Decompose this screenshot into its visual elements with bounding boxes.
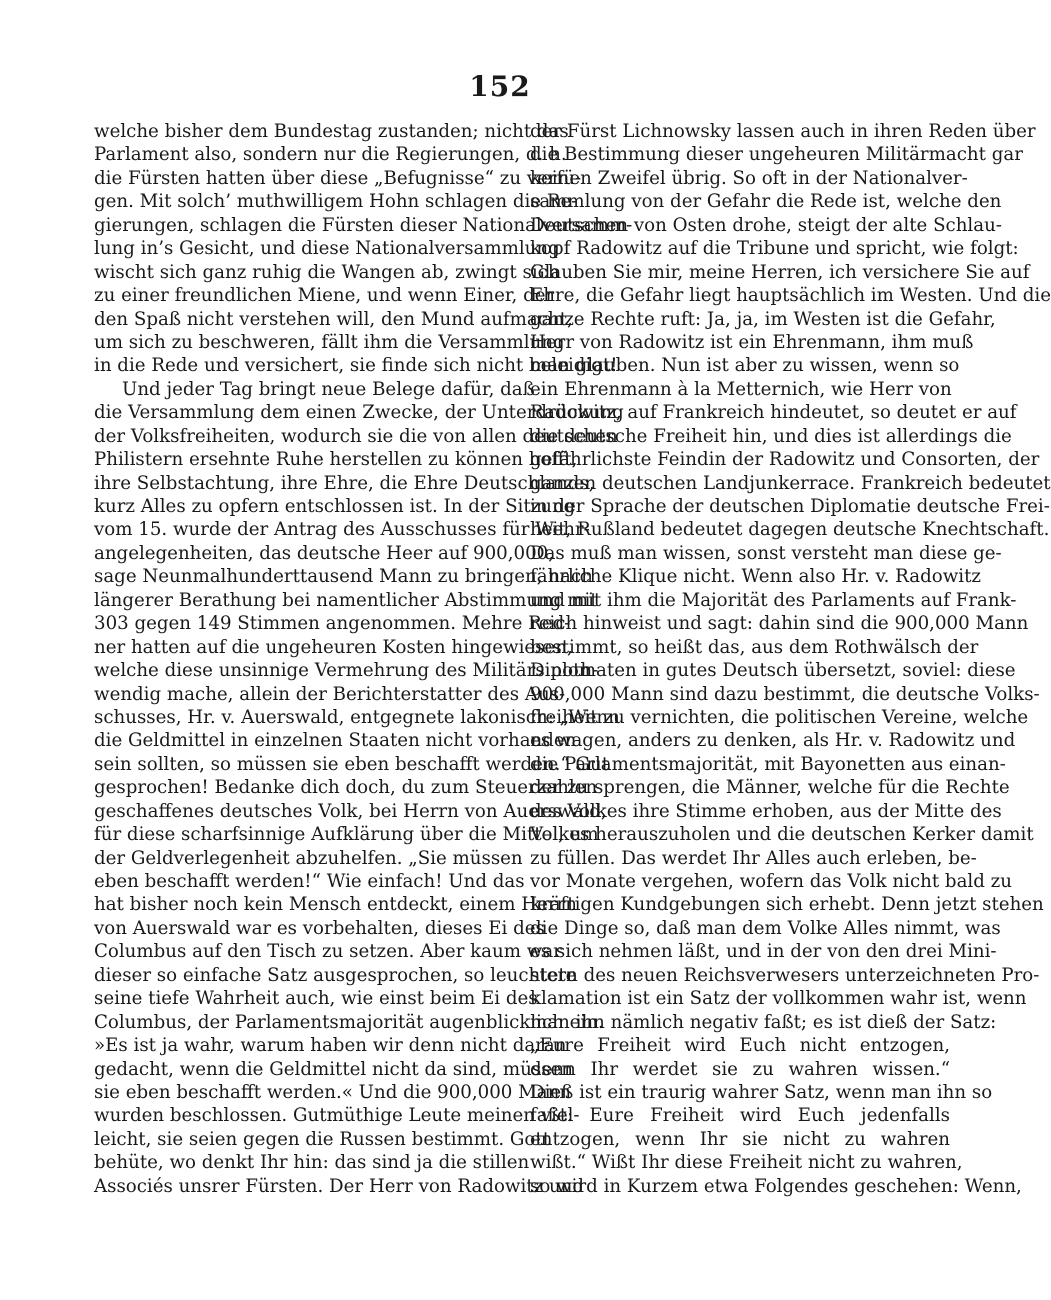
text-line: Associés unsrer Fürsten. Der Herr von Radowitz und (94, 1175, 585, 1197)
text-line: Und jeder Tag bringt neue Belege dafür, daß (122, 378, 535, 400)
text-line: zu einer freundlichen Miene, und wenn Einer, der (94, 285, 555, 307)
text-line: in die Rede und versichert, sie finde sich nicht beleidigt! (94, 355, 618, 377)
text-line: sie eben beschafft werden.« Und die 900,000 Mann (94, 1081, 572, 1103)
text-line: der Fürst Lichnowsky lassen auch in ihren Reden über (530, 121, 1036, 142)
text-line: Parlament also, sondern nur die Regierungen, d. h. (94, 144, 567, 166)
text-line: es wagen, anders zu denken, als Hr. v. Radowitz und (530, 730, 1016, 752)
text-line: freiheit zu vernichten, die politischen Vereine, welche (530, 706, 1029, 728)
text-line: entzogen, wenn Ihr sie nicht zu wahren (530, 1128, 950, 1150)
text-line: Columbus, der Parlamentsmajorität augenblicklich ein. (94, 1011, 604, 1033)
text-line: Ehre, die Gefahr liegt hauptsächlich im Westen. Und die (530, 285, 1051, 307)
text-line: der Volksfreiheiten, wodurch sie die von allen deutschen (94, 425, 618, 447)
text-line: ihre Selbstachtung, ihre Ehre, die Ehre Deutschlands, (94, 472, 595, 494)
page-number: 152 (469, 70, 531, 103)
text-line: kurz Alles zu opfern entschlossen ist. In der Sitzung (94, 496, 576, 517)
text-line: wendig mache, allein der Berichterstatter des Aus- (94, 683, 566, 705)
text-line: wischt sich ganz ruhig die Wangen ab, zwingt sich (94, 261, 560, 283)
text-line: kopf Radowitz auf die Tribune und spricht, wie folgt: (530, 238, 1019, 260)
text-line: so wird in Kurzem etwa Folgendes geschehen: Wenn, (530, 1175, 1022, 1197)
text-line: Das muß man wissen, sonst versteht man diese ge- (530, 542, 1002, 564)
text-line: keinen Zweifel übrig. So oft in der Nationalver- (530, 167, 968, 189)
text-line: ganzen deutschen Landjunkerrace. Frankreich bedeutet (530, 472, 1051, 494)
text-line: die Bestimmung dieser ungeheuren Militärmacht gar (530, 144, 1023, 166)
text-line: faßt: Eure Freiheit wird Euch jedenfalls (530, 1105, 950, 1127)
right-column (530, 120, 1051, 1198)
text-line: vor Monate vergehen, wofern das Volk nicht bald zu (530, 871, 1012, 892)
text-line: es sich nehmen läßt, und in der von den drei Mini- (530, 941, 997, 963)
text-line: den Spaß nicht verstehen will, den Mund aufmacht, (94, 308, 573, 330)
text-line: sammlung von der Gefahr die Rede ist, welche den (530, 191, 1002, 213)
text-line: der zu sprengen, die Männer, welche für die Rechte (530, 777, 1010, 799)
text-line: für diese scharfsinnige Aufklärung über die Mittel, um (94, 824, 599, 846)
text-line: die Parlamentsmajorität, mit Bayonetten aus einan- (530, 753, 1006, 775)
text-line: ner hatten auf die ungeheuren Kosten hingewiesen, (94, 636, 573, 658)
text-line: welche bisher dem Bundestag zustanden; nicht das (94, 121, 569, 142)
text-line: die Fürsten hatten über diese „Befugnisse“ zu verfü- (94, 167, 582, 189)
text-line: stern des neuen Reichsverwesers unterzeichneten Pro- (530, 964, 1040, 986)
text-line: welche diese unsinnige Vermehrung des Militärs noth- (94, 660, 599, 682)
text-line: der Geldverlegenheit abzuhelfen. „Sie müssen (94, 847, 523, 869)
text-line: bestimmt, so heißt das, aus dem Rothwälsch der (530, 636, 979, 658)
text-line: 303 gegen 149 Stimmen angenommen. Mehre Red- (94, 613, 571, 635)
text-line: schusses, Hr. v. Auerswald, entgegnete lakonisch: „Wenn (94, 706, 620, 728)
text-line: fährliche Klique nicht. Wenn also Hr. v. Radowitz (530, 566, 982, 588)
text-line: wurden beschlossen. Gutmüthige Leute meinen viel- (94, 1105, 580, 1127)
text-line: reich hinweist und sagt: dahin sind die 900,000 Mann (530, 613, 1029, 635)
text-line: angelegenheiten, das deutsche Heer auf 900,000, (94, 542, 555, 564)
text-line: Deutschen von Osten drohe, steigt der alte Schlau- (530, 214, 1002, 236)
text-line: gierungen, schlagen die Fürsten dieser Nationalversamm- (94, 214, 633, 236)
text-line: Herr von Radowitz ist ein Ehrenmann, ihm muß (530, 331, 974, 353)
text-line: die deutsche Freiheit hin, und dies ist allerdings die (530, 425, 1012, 447)
text-line: man glauben. Nun ist aber zu wissen, wenn so (530, 355, 960, 377)
text-line: leicht, sie seien gegen die Russen bestimmt. Gott (94, 1128, 551, 1150)
text-line: gen. Mit solch’ muthwilligem Hohn schlagen die Re- (94, 191, 578, 213)
text-line: heit, Rußland bedeutet dagegen deutsche Knechtschaft. (530, 519, 1050, 541)
text-line: und mit ihm die Majorität des Parlaments auf Frank- (530, 589, 1017, 611)
text-line: behüte, wo denkt Ihr hin: das sind ja die stillen (94, 1152, 530, 1174)
text-line: von Auerswald war es vorbehalten, dieses Ei des (94, 917, 545, 939)
text-line: seine tiefe Wahrheit auch, wie einst beim Ei des (94, 988, 538, 1010)
text-line: dieser so einfache Satz ausgesprochen, so leuchtete (94, 964, 577, 986)
text-line: kräftigen Kundgebungen sich erhebt. Denn jetzt stehen (530, 894, 1044, 916)
text-line: ganze Rechte ruft: Ja, ja, im Westen ist die Gefahr, (530, 308, 996, 330)
text-line: ein Ehrenmann à la Metternich, wie Herr von (530, 378, 952, 400)
text-line: des Volkes ihre Stimme erhoben, aus der Mitte des (530, 800, 1002, 822)
text-line: lung in’s Gesicht, und diese Nationalversammlung (94, 238, 560, 260)
text-line: die Versammlung dem einen Zwecke, der Unterdrückung (94, 402, 624, 424)
text-line: längerer Berathung bei namentlicher Abstimmung mit (94, 589, 598, 611)
text-line: sage Neunmalhunderttausend Mann zu bringen, nach (94, 566, 593, 588)
text-line: Philistern ersehnte Ruhe herstellen zu können hofft, (94, 449, 578, 471)
text-line: hat bisher noch kein Mensch entdeckt, einem Herrn (94, 894, 578, 916)
text-line: gedacht, wenn die Geldmittel nicht da sind, müssen (94, 1058, 573, 1080)
text-line: denn Ihr werdet sie zu wahren wissen.“ (530, 1058, 950, 1080)
text-line: geschaffenes deutsches Volk, bei Herrn von Auerswald, (94, 800, 607, 822)
text-line: Glauben Sie mir, meine Herren, ich versichere Sie auf (530, 261, 1030, 283)
text-line: gefährlichste Feindin der Radowitz und Consorten, der (530, 449, 1040, 471)
text-line: zu füllen. Das werdet Ihr Alles auch erleben, be- (530, 847, 977, 869)
text-line: gesprochen! Bedanke dich doch, du zum Steuerzahlen (94, 777, 598, 799)
text-line: Columbus auf den Tisch zu setzen. Aber kaum war (94, 941, 562, 963)
text-line: Volkes herauszuholen und die deutschen Kerker damit (530, 824, 1034, 846)
text-line: „Eure Freiheit wird Euch nicht entzogen, (530, 1035, 950, 1057)
text-line: Radowitz, auf Frankreich hindeutet, so deutet er auf (530, 402, 1017, 424)
text-line: Diplomaten in gutes Deutsch übersetzt, soviel: diese (530, 660, 1016, 682)
text-line: in der Sprache der deutschen Diplomatie deutsche Frei- (530, 496, 1050, 517)
text-line: die Dinge so, daß man dem Volke Alles nimmt, was (530, 917, 1001, 939)
text-line: eben beschafft werden!“ Wie einfach! Und das (94, 871, 525, 892)
text-line: »Es ist ja wahr, warum haben wir denn nicht daran (94, 1035, 567, 1057)
text-line: sein sollten, so müssen sie eben beschafft werden.“ Gut (94, 753, 610, 775)
text-line: vom 15. wurde der Antrag des Ausschusses für Wehr- (94, 519, 590, 541)
text-line: Dieß ist ein traurig wahrer Satz, wenn man ihn so (530, 1081, 993, 1103)
text-line: die Geldmittel in einzelnen Staaten nicht vorhanden (94, 730, 577, 752)
text-line: klamation ist ein Satz der vollkommen wahr ist, wenn (530, 988, 1027, 1010)
text-line: man ihn nämlich negativ faßt; es ist dieß der Satz: (530, 1011, 997, 1033)
text-line: um sich zu beschweren, fällt ihm die Versammlung (94, 331, 565, 353)
text-line: wißt.“ Wißt Ihr diese Freiheit nicht zu wahren, (530, 1152, 963, 1174)
text-line: 900,000 Mann sind dazu bestimmt, die deutsche Volks- (530, 683, 1040, 705)
left-column (94, 120, 633, 1198)
